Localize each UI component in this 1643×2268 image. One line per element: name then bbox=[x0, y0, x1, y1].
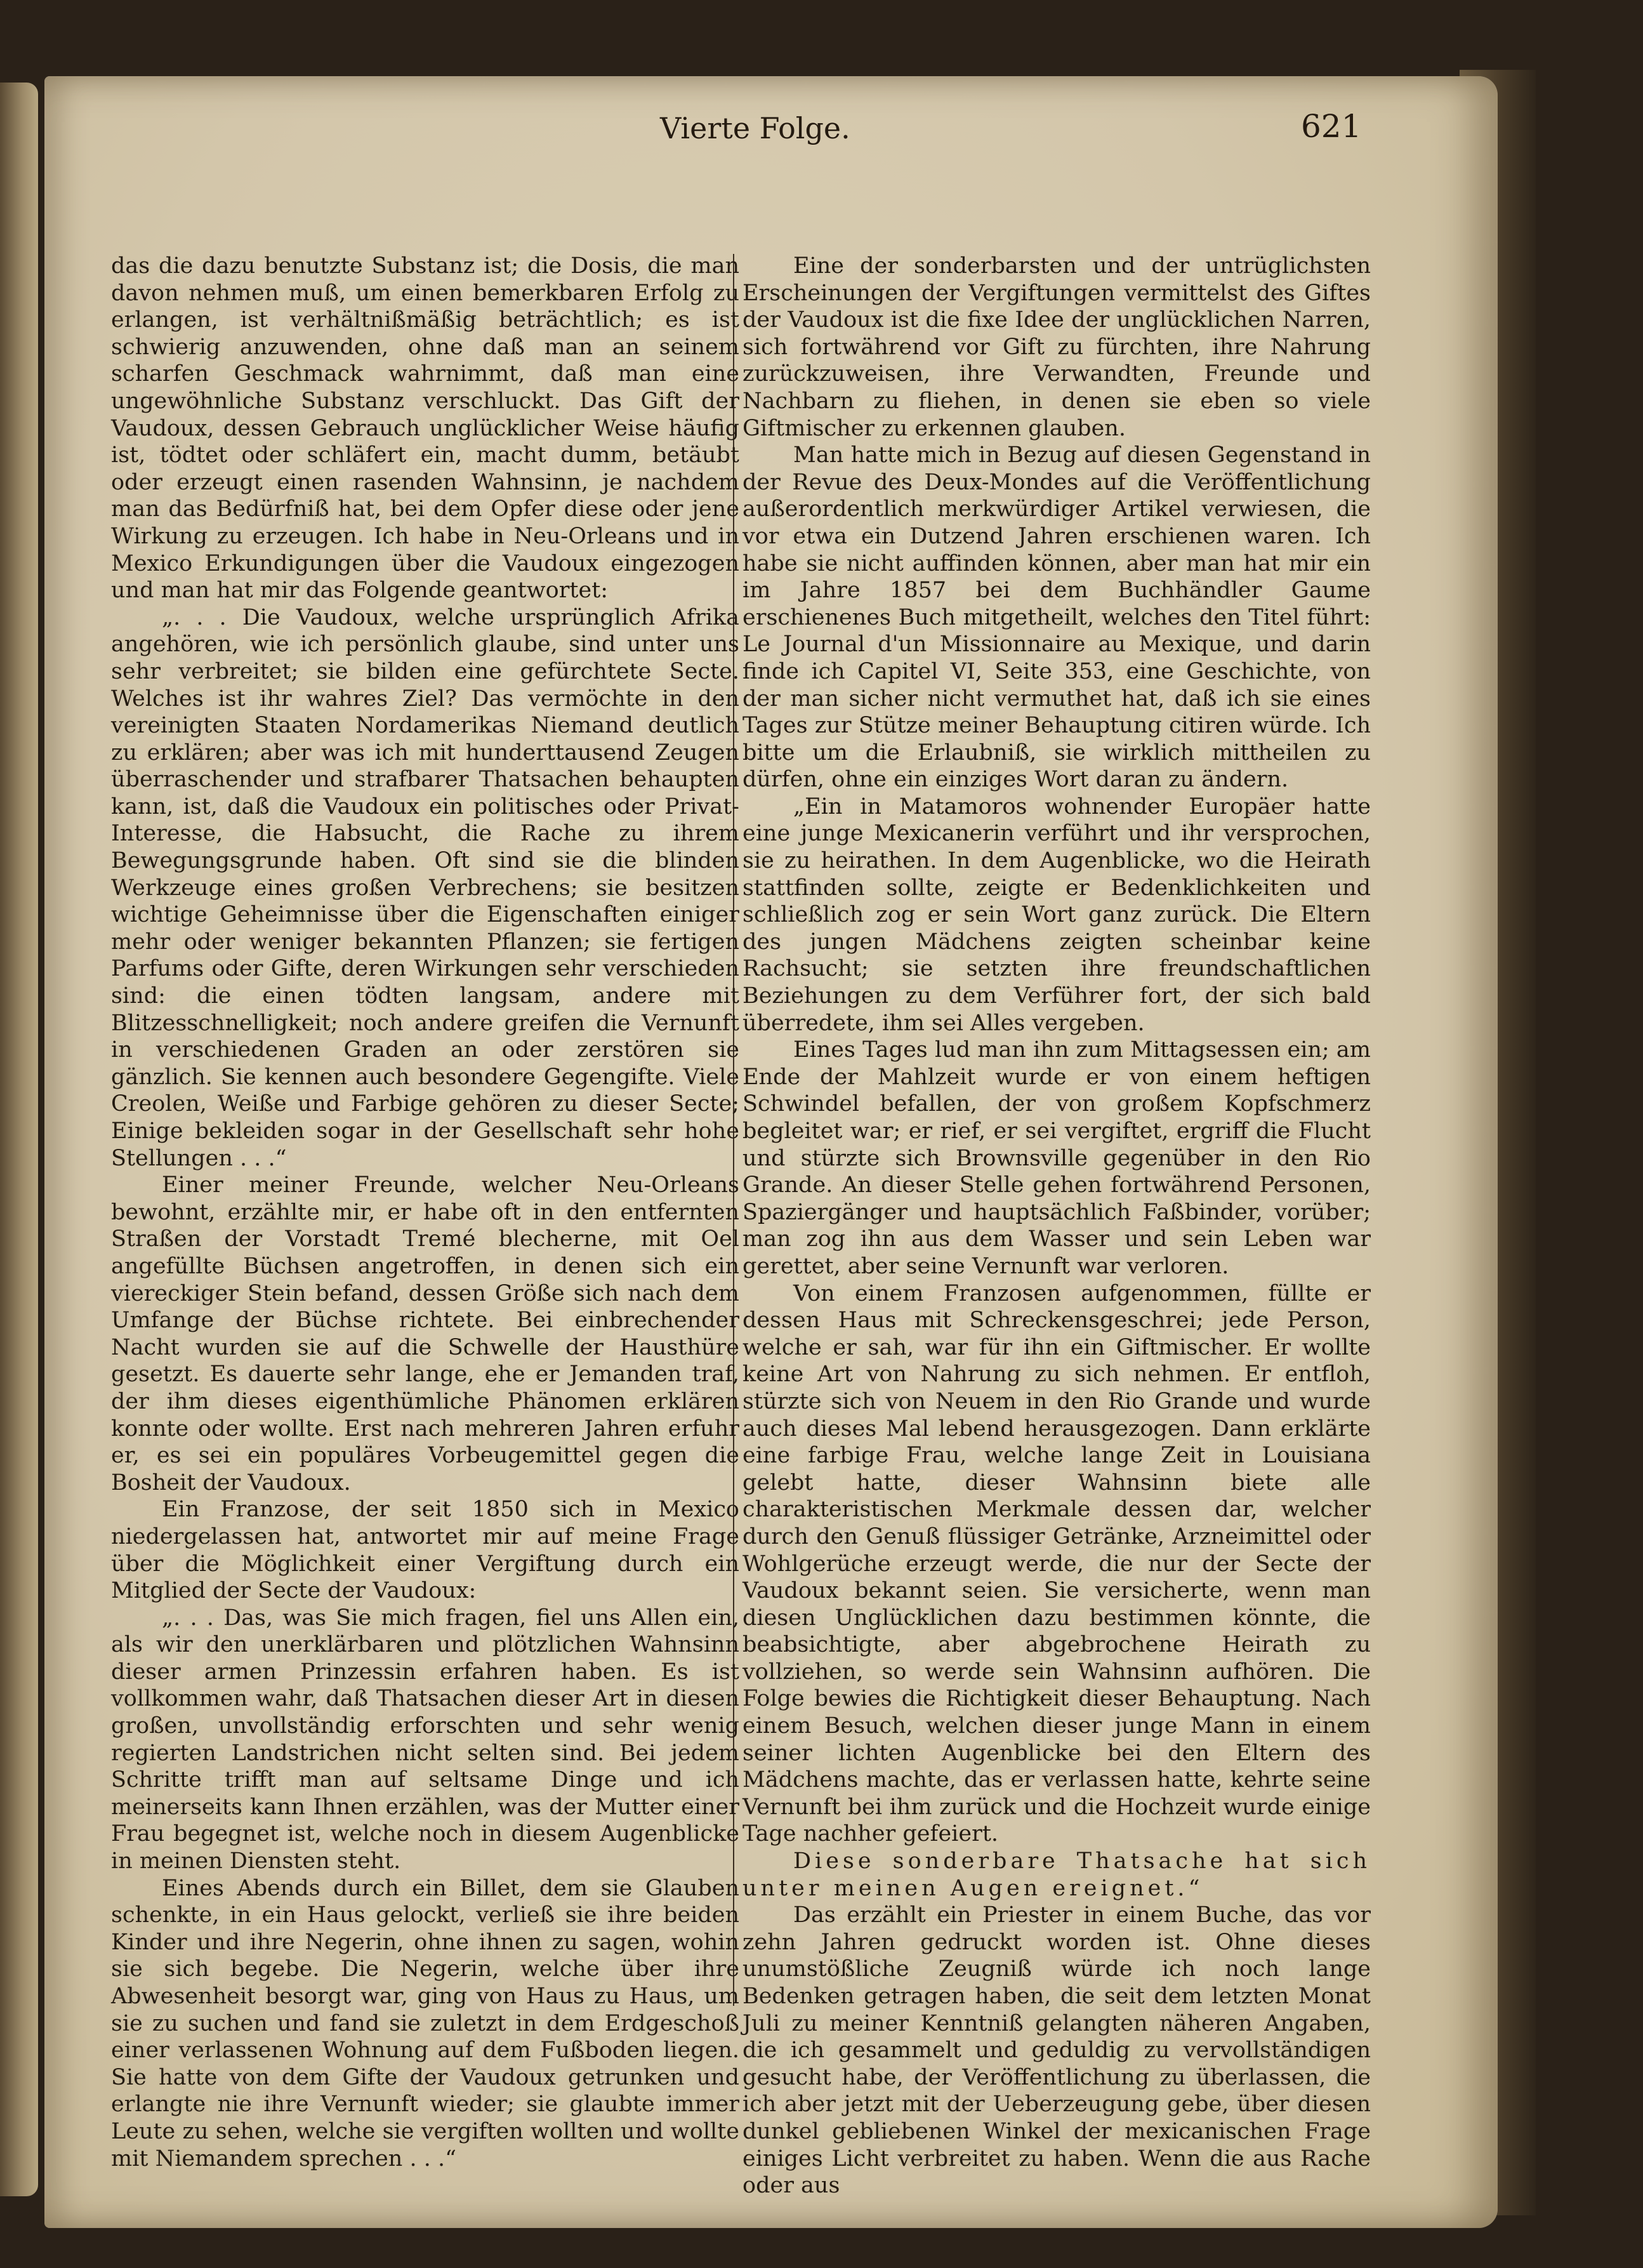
paragraph: Das erzählt ein Priester in einem Buche, das vor zehn Jahren gedruckt worden ist. Ohne dieses unumstößliche Zeugniß würde ich noch lange Bedenken getragen haben, die seit dem letzten Monat Juli zu meiner Kenntniß gelangten näheren Angaben, die ich gesammelt und geduldig zu vervollständigen gesucht habe, der Veröffentlichung zu überlassen, die ich aber jetzt mit der Ueberzeugung gebe, über diesen dunkel gebliebenen Winkel der mexicanischen Frage einiges Licht verbreitet zu haben. Wenn die aus Rache oder aus bbox=[742, 1902, 1371, 2199]
paragraph: „Ein in Matamoros wohnender Europäer hatte eine junge Mexicanerin verführt und ihr versprochen, sie zu heirathen. In dem Augenblicke, wo die Heirath stattfinden sollte, zeigte er Bedenklichkeiten und schließlich zog er sein Wort ganz zurück. Die Eltern des jungen Mädchens zeigten scheinbar keine Rachsucht; sie setzten ihre freundschaftlichen Beziehungen zu dem Verführer fort, der sich bald überredete, ihm sei Alles vergeben. bbox=[742, 793, 1371, 1036]
facing-page-edge bbox=[0, 83, 38, 2196]
paragraph: Eine der sonderbarsten und der untrüglichsten Erscheinungen der Vergiftungen vermittelst des Giftes der Vaudoux ist die fixe Idee der unglücklichen Narren, sich fortwährend vor Gift zu fürchten, ihre Nahrung zurückzuweisen, ihre Verwandten, Freunde und Nachbarn zu fliehen, in denen sie eben so viele Giftmischer zu erkennen glauben. bbox=[742, 253, 1371, 441]
paragraph: Einer meiner Freunde, welcher Neu-Orleans bewohnt, erzählte mir, er habe oft in den entfernten Straßen der Vorstadt Tremé blecherne, mit Oel angefüllte Büchsen angetroffen, in denen sich ein viereckiger Stein befand, dessen Größe sich nach dem Umfange der Büchse richtete. Bei einbrechender Nacht wurden sie auf die Schwelle der Hausthüre gesetzt. Es dauerte sehr lange, ehe er Jemanden traf, der ihm dieses eigenthümliche Phänomen erklären konnte oder wollte. Erst nach mehreren Jahren erfuhr er, es sei ein populäres Vorbeugemittel gegen die Bosheit der Vaudoux. bbox=[111, 1172, 739, 1495]
right-column bbox=[742, 253, 1371, 2199]
paragraph: Von einem Franzosen aufgenommen, füllte er dessen Haus mit Schreckensgeschrei; jede Person, welche er sah, war für ihn ein Giftmischer. Er wollte keine Art von Nahrung zu sich nehmen. Er entfloh, stürzte sich von Neuem in den Rio Grande und wurde auch dieses Mal lebend herausgezogen. Dann erklärte eine farbige Frau, welche lange Zeit in Louisiana gelebt hatte, dieser Wahnsinn biete alle charakteristischen Merkmale dessen dar, welcher durch den Genuß flüssiger Getränke, Arzneimittel oder Wohlgerüche erzeugt werde, die nur der Secte der Vaudoux bekannt seien. Sie versicherte, wenn man diesen Unglücklichen dazu bestimmen könnte, die beabsichtigte, aber abgebrochene Heirath zu vollziehen, so werde sein Wahnsinn aufhören. Die Folge bewies die Richtigkeit dieser Behauptung. Nach einem Besuch, welchen dieser junge Mann in einem seiner lichten Augenblicke bei den Eltern des Mädchens machte, das er verlassen hatte, kehrte seine Vernunft bei ihm zurück und die Hochzeit wurde einige Tage nachher gefeiert. bbox=[742, 1280, 1371, 1847]
running-header: Vierte Folge. bbox=[660, 111, 850, 145]
paragraph: Eines Abends durch ein Billet, dem sie Glauben schenkte, in ein Haus gelockt, verließ sie ihre beiden Kinder und ihre Negerin, ohne ihnen zu sagen, wohin sie sich begebe. Die Negerin, welche über ihre Abwesenheit besorgt war, ging von Haus zu Haus, um sie zu suchen und fand sie zuletzt in dem Erdgeschoß einer verlassenen Wohnung auf dem Fußboden liegen. Sie hatte von dem Gifte der Vaudoux getrunken und erlangte nie ihre Vernunft wieder; sie glaubte immer Leute zu sehen, welche sie vergiften wollten und wollte mit Niemandem sprechen . . .“ bbox=[111, 1875, 739, 2172]
left-column bbox=[111, 253, 739, 2172]
paragraph: Ein Franzose, der seit 1850 sich in Mexico niedergelassen hat, antwortet mir auf meine Frage über die Möglichkeit einer Vergiftung durch ein Mitglied der Secte der Vaudoux: bbox=[111, 1497, 739, 1604]
paragraph: Man hatte mich in Bezug auf diesen Gegenstand in der Revue des Deux-Mondes auf die Veröffentlichung außerordentlich merkwürdiger Artikel verwiesen, die vor etwa ein Dutzend Jahren erschienen waren. Ich habe sie nicht auffinden können, aber man hat mir ein im Jahre 1857 bei dem Buchhändler Gaume erschienenes Buch mitgetheilt, welches den Titel führt: Le Journal d'un Missionnaire au Mexique, und darin finde ich Capitel VI, Seite 353, eine Geschichte, von der man sicher nicht vermuthet hat, daß ich sie eines Tages zur Stütze meiner Behauptung citiren würde. Ich bitte um die Erlaubniß, sie wirklich mittheilen zu dürfen, ohne ein einziges Wort daran zu ändern. bbox=[742, 442, 1371, 793]
paragraph: Diese sonderbare Thatsache hat sich unter meinen Augen ereignet.“ bbox=[742, 1848, 1371, 1901]
paragraph: das die dazu benutzte Substanz ist; die Dosis, die man davon nehmen muß, um einen bemerkbaren Erfolg zu erlangen, ist verhältnißmäßig beträchtlich; es ist schwierig anzuwenden, ohne daß man an seinem scharfen Geschmack wahrnimmt, daß man eine ungewöhnliche Substanz verschluckt. Das Gift der Vaudoux, dessen Gebrauch unglücklicher Weise häufig ist, tödtet oder schläfert ein, macht dumm, betäubt oder erzeugt einen rasenden Wahnsinn, je nachdem man das Bedürfniß hat, bei dem Opfer diese oder jene Wirkung zu erzeugen. Ich habe in Neu-Orleans und in Mexico Erkundigungen über die Vaudoux eingezogen und man hat mir das Folgende geantwortet: bbox=[111, 253, 739, 604]
page-number: 621 bbox=[1301, 108, 1362, 145]
paragraph: Eines Tages lud man ihn zum Mittagsessen ein; am Ende der Mahlzeit wurde er von einem heftigen Schwindel befallen, der von großem Kopfschmerz begleitet war; er rief, er sei vergiftet, ergriff die Flucht und stürzte sich Brownsville gegenüber in den Rio Grande. An dieser Stelle gehen fortwährend Personen, Spaziergänger und hauptsächlich Faßbinder, vorüber; man zog ihn aus dem Wasser und sein Leben war gerettet, aber seine Vernunft war verloren. bbox=[742, 1037, 1371, 1279]
paragraph: „. . . Das, was Sie mich fragen, fiel uns Allen ein, als wir den unerklärbaren und plötzlichen Wahnsinn dieser armen Prinzessin erfahren haben. Es ist vollkommen wahr, daß Thatsachen dieser Art in diesen großen, unvollständig erforschten und sehr wenig regierten Landstrichen nicht selten sind. Bei jedem Schritte trifft man auf seltsame Dinge und ich meinerseits kann Ihnen erzählen, was der Mutter einer Frau begegnet ist, welche noch in diesem Augenblicke in meinen Diensten steht. bbox=[111, 1605, 739, 1874]
paragraph: „. . . Die Vaudoux, welche ursprünglich Afrika angehören, wie ich persönlich glaube, sind unter uns sehr verbreitet; sie bilden eine gefürchtete Secte. Welches ist ihr wahres Ziel? Das vermöchte in den vereinigten Staaten Nordamerikas Niemand deutlich zu erklären; aber was ich mit hunderttausend Zeugen überraschender und strafbarer Thatsachen behaupten kann, ist, daß die Vaudoux ein politisches oder Privat-Interesse, die Habsucht, die Rache zu ihrem Bewegungsgrunde haben. Oft sind sie die blinden Werkzeuge eines großen Verbrechens; sie besitzen wichtige Geheimnisse über die Eigenschaften einiger mehr oder weniger bekannten Pflanzen; sie fertigen Parfums oder Gifte, deren Wirkungen sehr verschieden sind: die einen tödten langsam, andere mit Blitzesschnelligkeit; noch andere greifen die Vernunft in verschiedenen Graden an oder zerstören sie gänzlich. Sie kennen auch besondere Gegengifte. Viele Creolen, Weiße und Farbige gehören zu dieser Secte; Einige bekleiden sogar in der Gesellschaft sehr hohe Stellungen . . .“ bbox=[111, 604, 739, 1171]
